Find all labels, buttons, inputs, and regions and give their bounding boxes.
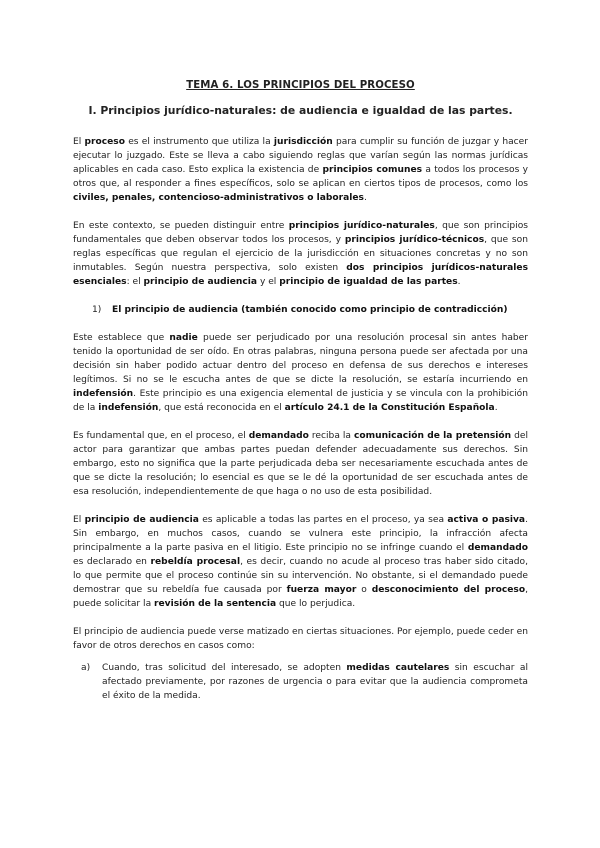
bold-term: principios jurídico-naturales	[288, 221, 435, 231]
list-item-letter: a)	[81, 663, 91, 673]
bold-term: principios jurídico-técnicos	[344, 235, 485, 245]
paragraph-1: El proceso es el instrumento que utiliza la jurisdicción para cumplir su función de juzgar y hacer ejecutar lo juzgado. Este se lleva a cabo siguiendo reglas que varían según las normas jurídicas aplicables en cada caso. Esto explica la existencia de principios comunes a todos los procesos y otros que, al responder a fines específicos, solo se aplican en ciertos tipos de procesos, como los civiles, penales, contencioso-administrativos o laborales.	[73, 137, 528, 203]
bold-term: rebeldía procesal	[150, 557, 241, 567]
subheading-text: El principio de audiencia (también conocido como principio de contradicción)	[112, 305, 508, 315]
paragraph-4: Es fundamental que, en el proceso, el demandado reciba la comunicación de la pretensión del actor para garantizar que ambas partes puedan defender adecuadamente sus derechos. Sin embargo, esto no significa que la parte perjudicada deba ser necesariamente escuchada antes de que se dicte la resolución; lo esencial es que se le dé la oportunidad de ser escuchada antes de esa resolución, independientemente de que haga o no uso de esta posibilidad.	[73, 431, 528, 497]
bold-term: proceso	[84, 137, 125, 147]
bold-term: demandado	[467, 543, 528, 553]
bold-term: jurisdicción	[273, 137, 333, 147]
subheading-principio-audiencia	[92, 303, 528, 317]
bold-term: activa o pasiva	[447, 515, 526, 525]
bold-term: indefensión	[98, 403, 159, 413]
bold-term: civiles, penales, contencioso-administrativos o laborales	[73, 193, 364, 203]
document-title: TEMA 6. LOS PRINCIPIOS DEL PROCESO	[186, 80, 415, 91]
bold-term: principio de igualdad de las partes	[279, 277, 458, 287]
paragraph-6: El principio de audiencia puede verse matizado en ciertas situaciones. Por ejemplo, puede ceder en favor de otros derechos en casos como:	[73, 627, 528, 651]
paragraph-3: Este establece que nadie puede ser perjudicado por una resolución procesal sin antes haber tenido la oportunidad de ser oído. En otras palabras, ninguna persona puede ser afectada por una decisión sin haber podido actuar dentro del proceso en defensa de sus derechos e intereses legítimos. Si no se le escucha antes de que se dicte la resolución, se estaría incurriendo en indefensión. Este principio es una exigencia elemental de justicia y se vincula con la prohibición de la indefensión, que está reconocida en el artículo 24.1 de la Constitución Española.	[73, 333, 529, 413]
list-item	[81, 661, 528, 703]
bold-term: demandado	[248, 431, 309, 441]
lettered-list	[81, 661, 528, 703]
bold-term: fuerza mayor	[286, 585, 357, 595]
bold-term: dos principios jurídicos-naturales esenciales	[73, 263, 528, 287]
bold-term: nadie	[169, 333, 198, 343]
list-item-text: Cuando, tras solicitud del interesado, se adopten medidas cautelares sin escuchar al afectado previamente, por razones de urgencia o para evitar que la audiencia comprometa el éxito de la medida.	[102, 663, 528, 701]
bold-term: artículo 24.1 de la Constitución Española	[284, 403, 495, 413]
bold-term: principio de audiencia	[143, 277, 258, 287]
bold-term: medidas cautelares	[346, 663, 450, 673]
paragraph-2: En este contexto, se pueden distinguir entre principios jurídico-naturales, que son principios fundamentales que deben observar todos los procesos, y principios jurídico-técnicos, que son reglas específicas que regulan el ejercicio de la jurisdicción en situaciones concretas y no son inmutables. Según nuestra perspectiva, solo existen dos principios jurídicos-naturales esenciales: el principio de audiencia y el principio de igualdad de las partes.	[73, 221, 529, 287]
subheading-number: 1)	[92, 305, 102, 315]
bold-term: comunicación de la pretensión	[354, 431, 512, 441]
bold-term: principio de audiencia	[84, 515, 199, 525]
bold-term: indefensión	[73, 389, 134, 399]
paragraph-5: El principio de audiencia es aplicable a todas las partes en el proceso, ya sea activa o pasiva. Sin embargo, en muchos casos, cuando se vulnera este principio, la infracción afecta principalmente a la parte pasiva en el litigio. Este principio no se infringe cuando el demandado es declarado en rebeldía procesal, es decir, cuando no acude al proceso tras haber sido citado, lo que permite que el proceso continúe sin su intervención. No obstante, si el demandado puede demostrar que su rebeldía fue causada por fuerza mayor o desconocimiento del proceso, puede solicitar la revisión de la sentencia que lo perjudica.	[73, 515, 528, 609]
bold-term: revisión de la sentencia	[154, 599, 277, 609]
bold-term: principios comunes	[322, 165, 423, 175]
bold-term: desconocimiento del proceso	[371, 585, 526, 595]
section-heading: I. Principios jurídico-naturales: de audiencia e igualdad de las partes.	[88, 104, 513, 117]
